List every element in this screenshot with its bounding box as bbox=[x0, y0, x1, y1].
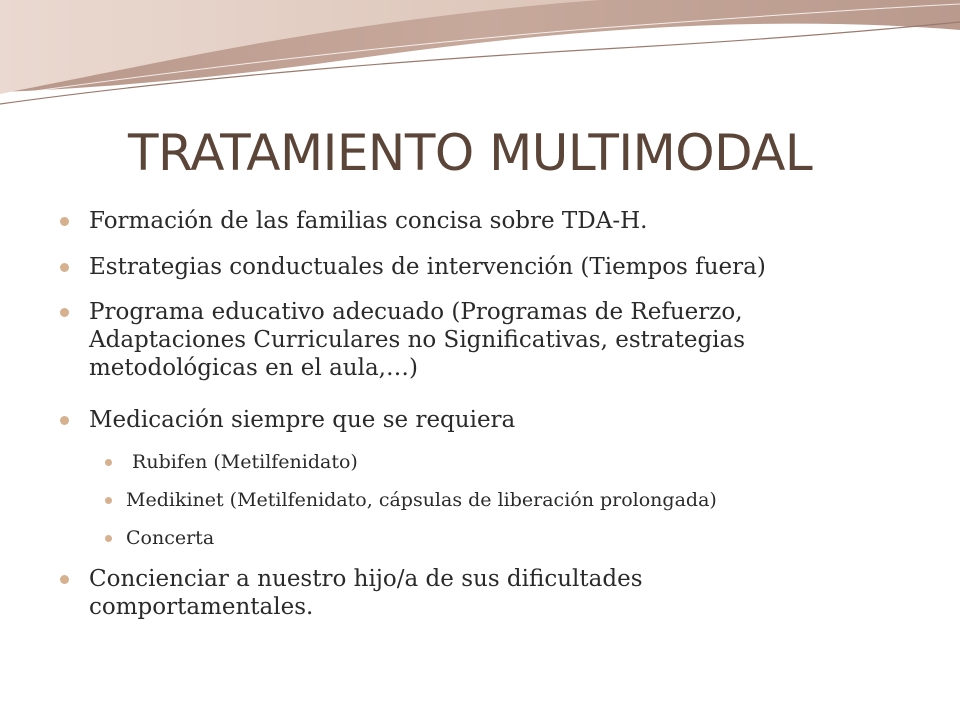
bullet-text-line: Adaptaciones Curriculares no Significativas, estrategias bbox=[89, 327, 746, 353]
bullet-text: Estrategias conductuales de intervención (Tiempos fuera) bbox=[89, 254, 766, 280]
bullet-item bbox=[89, 565, 889, 621]
bullet-item bbox=[89, 253, 889, 281]
sub-bullet-text: Medikinet (Metilfenidato, cápsulas de liberación prolongada) bbox=[126, 489, 717, 511]
sub-bullet-item bbox=[126, 526, 916, 550]
bullet-item bbox=[89, 406, 889, 434]
bullet-text-line: Programa educativo adecuado (Programas de Refuerzo, bbox=[89, 299, 743, 325]
sub-bullet-dot-icon bbox=[105, 459, 112, 466]
bullet-text: Formación de las familias concisa sobre TDA-H. bbox=[89, 208, 648, 234]
sub-bullet-dot-icon bbox=[105, 535, 112, 542]
bullet-text: Medicación siempre que se requiera bbox=[89, 407, 516, 433]
bullet-text-line: comportamentales. bbox=[89, 594, 314, 620]
bullet-item bbox=[89, 207, 889, 235]
sub-bullet-item bbox=[126, 488, 916, 512]
bullet-dot-icon bbox=[60, 217, 69, 226]
sub-bullet-text: Concerta bbox=[126, 527, 215, 549]
bullet-dot-icon bbox=[60, 416, 69, 425]
slide-title: TRATAMIENTO MULTIMODAL bbox=[128, 124, 813, 182]
sub-bullet-item bbox=[126, 450, 916, 474]
bullet-dot-icon bbox=[60, 308, 69, 317]
bullet-dot-icon bbox=[60, 263, 69, 272]
sub-bullet-dot-icon bbox=[105, 497, 112, 504]
bullet-text-line: metodológicas en el aula,…) bbox=[89, 355, 418, 381]
bullet-item bbox=[89, 298, 889, 382]
bullet-dot-icon bbox=[60, 575, 69, 584]
bullet-text-line: Concienciar a nuestro hijo/a de sus dificultades bbox=[89, 566, 643, 592]
sub-bullet-text: Rubifen (Metilfenidato) bbox=[126, 451, 358, 473]
